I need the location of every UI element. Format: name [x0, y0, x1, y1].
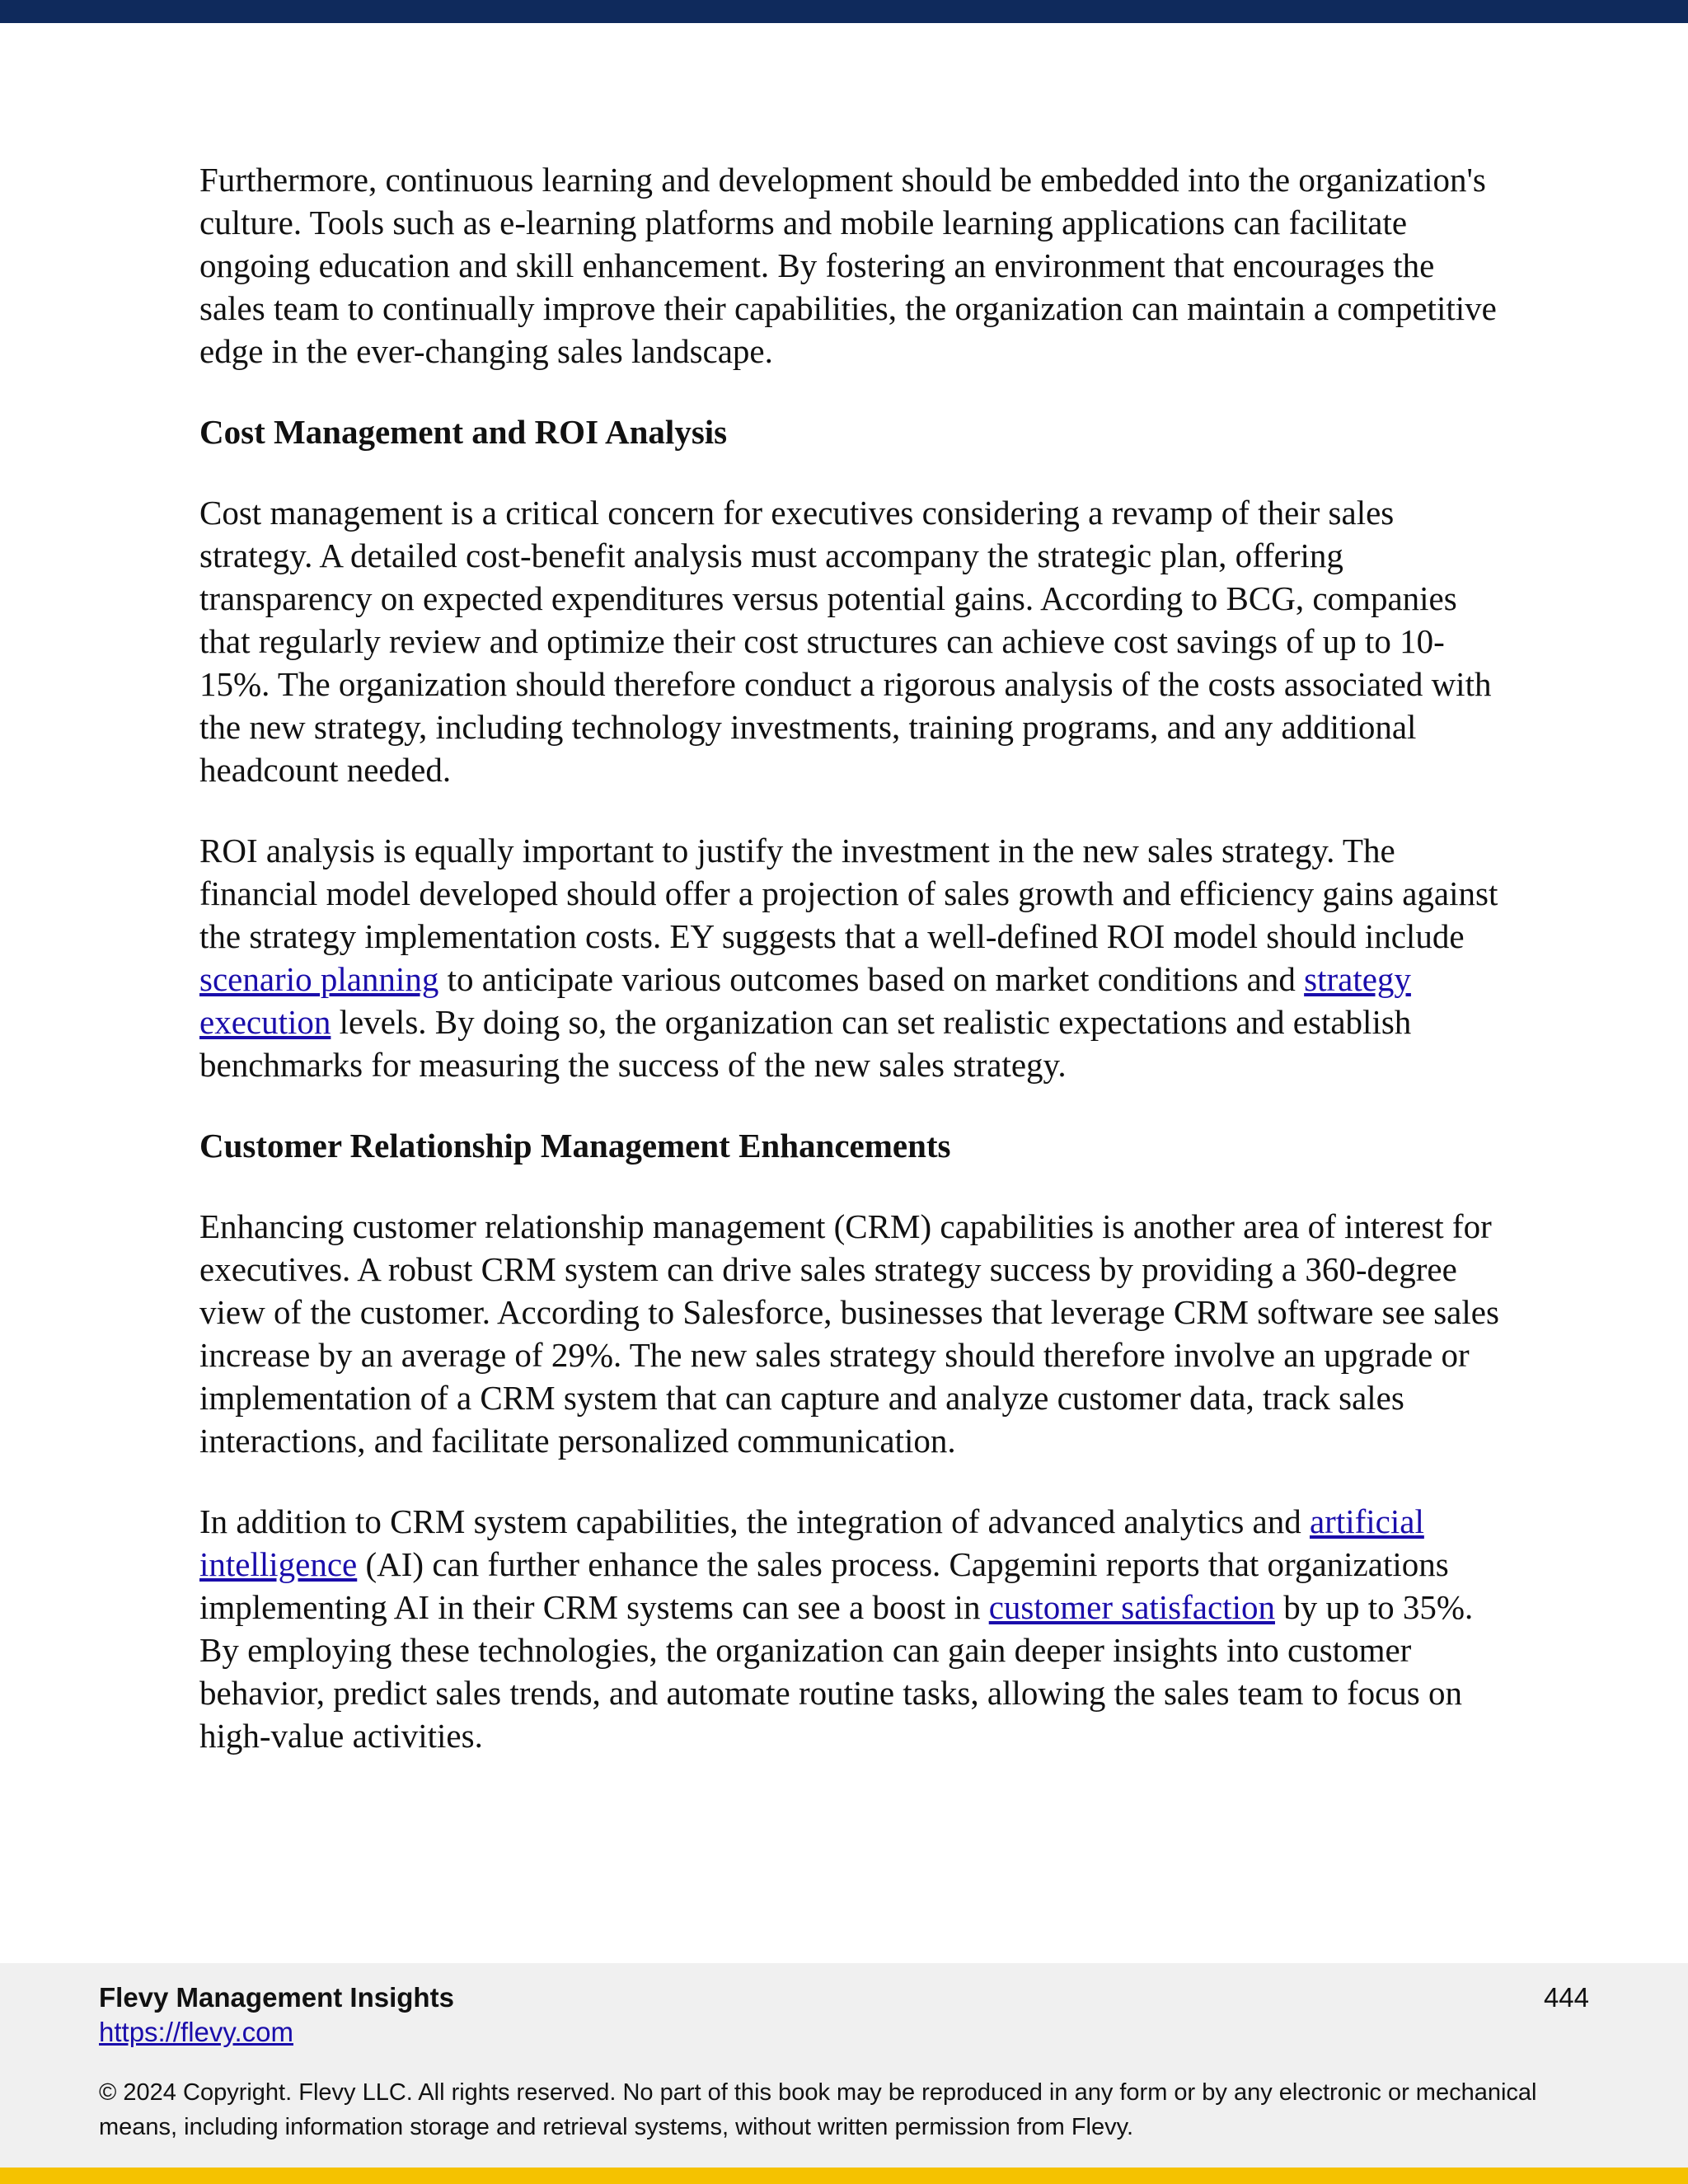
paragraph-roi-analysis [199, 829, 1502, 1086]
ai-text-1: In addition to CRM system capabilities, the integration of advanced analytics and [199, 1502, 1310, 1540]
footer-website-link[interactable]: https://flevy.com [99, 2017, 293, 2047]
paragraph-continuous-learning: Furthermore, continuous learning and development should be embedded into the organization's culture. Tools such as e-learning platforms and mobile learning applications can facilitate ongoing education and skill enhancement. By fostering an environment that encourages the sales team to continually improve their capabilities, the organization can maintain a competitive edge in the ever-changing sales landscape. [199, 161, 1497, 370]
page-number: 444 [1543, 1982, 1589, 2013]
page-footer [0, 1963, 1688, 2168]
roi-text-1: ROI analysis is equally important to justify the investment in the new sales strategy. The financial model developed should offer a projection of sales growth and efficiency gains against the strategy implementation costs. EY suggests that a well-defined ROI model should include [199, 832, 1498, 955]
ai-text-3: by up to 35%. By employing these technologies, the organization can gain deeper insights into customer behavior, predict sales trends, and automate routine tasks, allowing the sales team to focus on high-value activities. [199, 1588, 1474, 1755]
roi-text-3: levels. By doing so, the organization can set realistic expectations and establish benchmarks for measuring the success of the new sales strategy. [199, 1003, 1412, 1084]
artificial-intelligence-link[interactable]: artificial intelligence [199, 1502, 1424, 1583]
ai-text-2: (AI) can further enhance the sales process. Capgemini reports that organizations implementing AI in their CRM systems can see a boost in [199, 1545, 1449, 1626]
roi-text-2: to anticipate various outcomes based on market conditions and [438, 960, 1305, 998]
page-content [199, 158, 1502, 1795]
paragraph-crm-capabilities: Enhancing customer relationship management (CRM) capabilities is another area of interest for executives. A robust CRM system can drive sales strategy success by providing a 360-degree view of the customer. According to Salesforce, businesses that leverage CRM software see sales increase by an average of 29%. The new sales strategy should therefore involve an upgrade or implementation of a CRM system that can capture and analyze customer data, track sales interactions, and facilitate personalized communication. [199, 1207, 1499, 1460]
copyright-notice: © 2024 Copyright. Flevy LLC. All rights reserved. No part of this book may be reproduced in any form or by any electronic or mechanical means, including information storage and retrieval systems, without written permission from Flevy. [99, 2079, 1537, 2140]
paragraph-ai-analytics [199, 1500, 1502, 1757]
paragraph-cost-management: Cost management is a critical concern for executives considering a revamp of their sales strategy. A detailed cost-benefit analysis must accompany the strategic plan, offering transparency on expected expenditures versus potential gains. According to BCG, companies that regularly review and optimize their cost structures can achieve cost savings of up to 10-15%. The organization should therefore conduct a rigorous analysis of the costs associated with the new strategy, including technology investments, training programs, and any additional headcount needed. [199, 494, 1492, 789]
top-accent-bar [0, 0, 1688, 23]
heading-crm-enhancements: Customer Relationship Management Enhancements [199, 1127, 951, 1165]
heading-cost-management: Cost Management and ROI Analysis [199, 413, 728, 451]
footer-brand: Flevy Management Insights [99, 1982, 454, 2013]
strategy-execution-link[interactable]: strategy execution [199, 960, 1411, 1041]
customer-satisfaction-link[interactable]: customer satisfaction [988, 1588, 1275, 1626]
scenario-planning-link[interactable]: scenario planning [199, 960, 439, 998]
bottom-accent-bar [0, 2168, 1688, 2184]
